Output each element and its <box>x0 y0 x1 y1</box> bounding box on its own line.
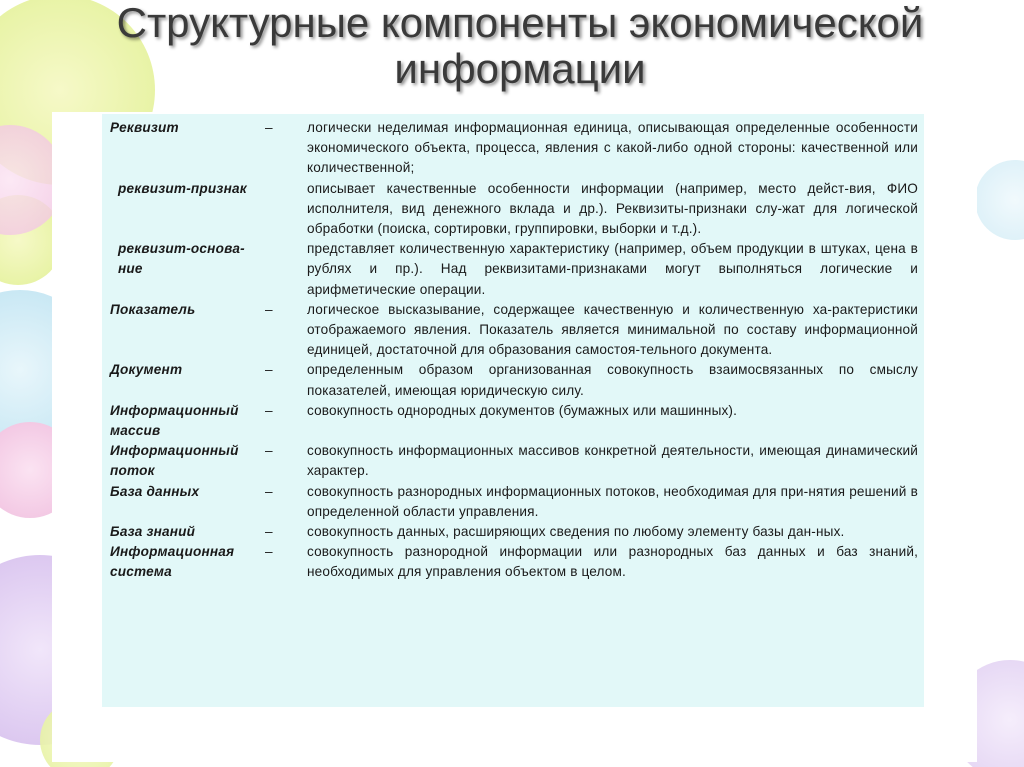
description: совокупность разнородной информации или разнородных баз данных и баз знаний, необходимых для управления объектом в целом. <box>307 544 918 580</box>
definitions-table <box>102 114 924 707</box>
dash: – <box>265 544 273 560</box>
dash: – <box>265 524 273 540</box>
dash: – <box>265 402 273 418</box>
definition-row-info-sistema <box>110 542 918 582</box>
dash: – <box>265 120 273 135</box>
description: совокупность однородных документов (бумажных или машинных). <box>307 402 738 418</box>
definition-row-info-potok <box>110 441 918 481</box>
bubble-blue-right <box>975 160 1024 240</box>
dash <box>265 239 307 300</box>
description: логически неделимая информационная единица, описывающая определенные особенности экономического объекта, процесса, явления с какой-либо одной стороны: качественной или количественной; <box>307 120 918 176</box>
description: представляет количественную характеристику (например, объем продукции в штуках, цена в рублях и пр.). Над реквизитами-признаками могут выполняться логические и арифметические операции. <box>307 241 918 297</box>
term: База знаний <box>110 524 196 540</box>
description: совокупность разнородных информационных потоков, необходимая для при-нятия решений в определенной области управления. <box>307 483 918 519</box>
definition-row-baza-znaniy <box>110 522 918 542</box>
definition-row-info-massiv <box>110 401 918 441</box>
definition-row-baza-dannyh <box>110 482 918 522</box>
dash: – <box>265 443 273 459</box>
definition-row-pokazatel <box>110 300 918 361</box>
dash: – <box>265 362 273 378</box>
term: Информационный массив <box>110 402 239 439</box>
definition-row-rekvizit-osnovanie <box>110 239 918 300</box>
term: Показатель <box>110 301 196 317</box>
definition-row-dokument <box>110 360 918 400</box>
term: Информационная система <box>110 544 235 580</box>
slide-title <box>40 0 1000 92</box>
term: Документ <box>110 362 183 378</box>
term: реквизит-признак <box>118 180 247 196</box>
dash: – <box>265 301 273 317</box>
description: совокупность информационных массивов конкретной деятельности, имеющая динамический характер. <box>307 443 918 479</box>
term: Информационный поток <box>110 443 239 479</box>
definition-row-rekvizit <box>110 118 918 179</box>
slide-title-line-2: информации <box>394 45 646 92</box>
term: База данных <box>110 483 200 499</box>
definition-row-rekvizit-priznak <box>110 179 918 240</box>
description: описывает качественные особенности информации (например, место дейст-вия, ФИО исполнителя, вид денежного вклада и др.). Реквизиты-признаки слу-жат для логической обработки (поиска, сортировки, группировки, выборки и т.д.). <box>307 180 918 237</box>
dash <box>265 179 307 240</box>
description: определенным образом организованная совокупность взаимосвязанных по смыслу показателей, имеющая юридическую силу. <box>307 362 918 398</box>
description: логическое высказывание, содержащее качественную и количественную ха-рактеристики отображаемого явления. Показатель является минимальной по составу информационной единицей, достаточной для образования самостоя-тельного документа. <box>307 301 918 358</box>
slide-title-line-1: Структурные компоненты экономической <box>116 0 924 46</box>
term: Реквизит <box>110 120 179 135</box>
description: совокупность данных, расширяющих сведения по любому элементу базы дан-ных. <box>307 524 845 540</box>
term: реквизит-основа-ние <box>118 241 245 277</box>
dash: – <box>265 483 273 499</box>
